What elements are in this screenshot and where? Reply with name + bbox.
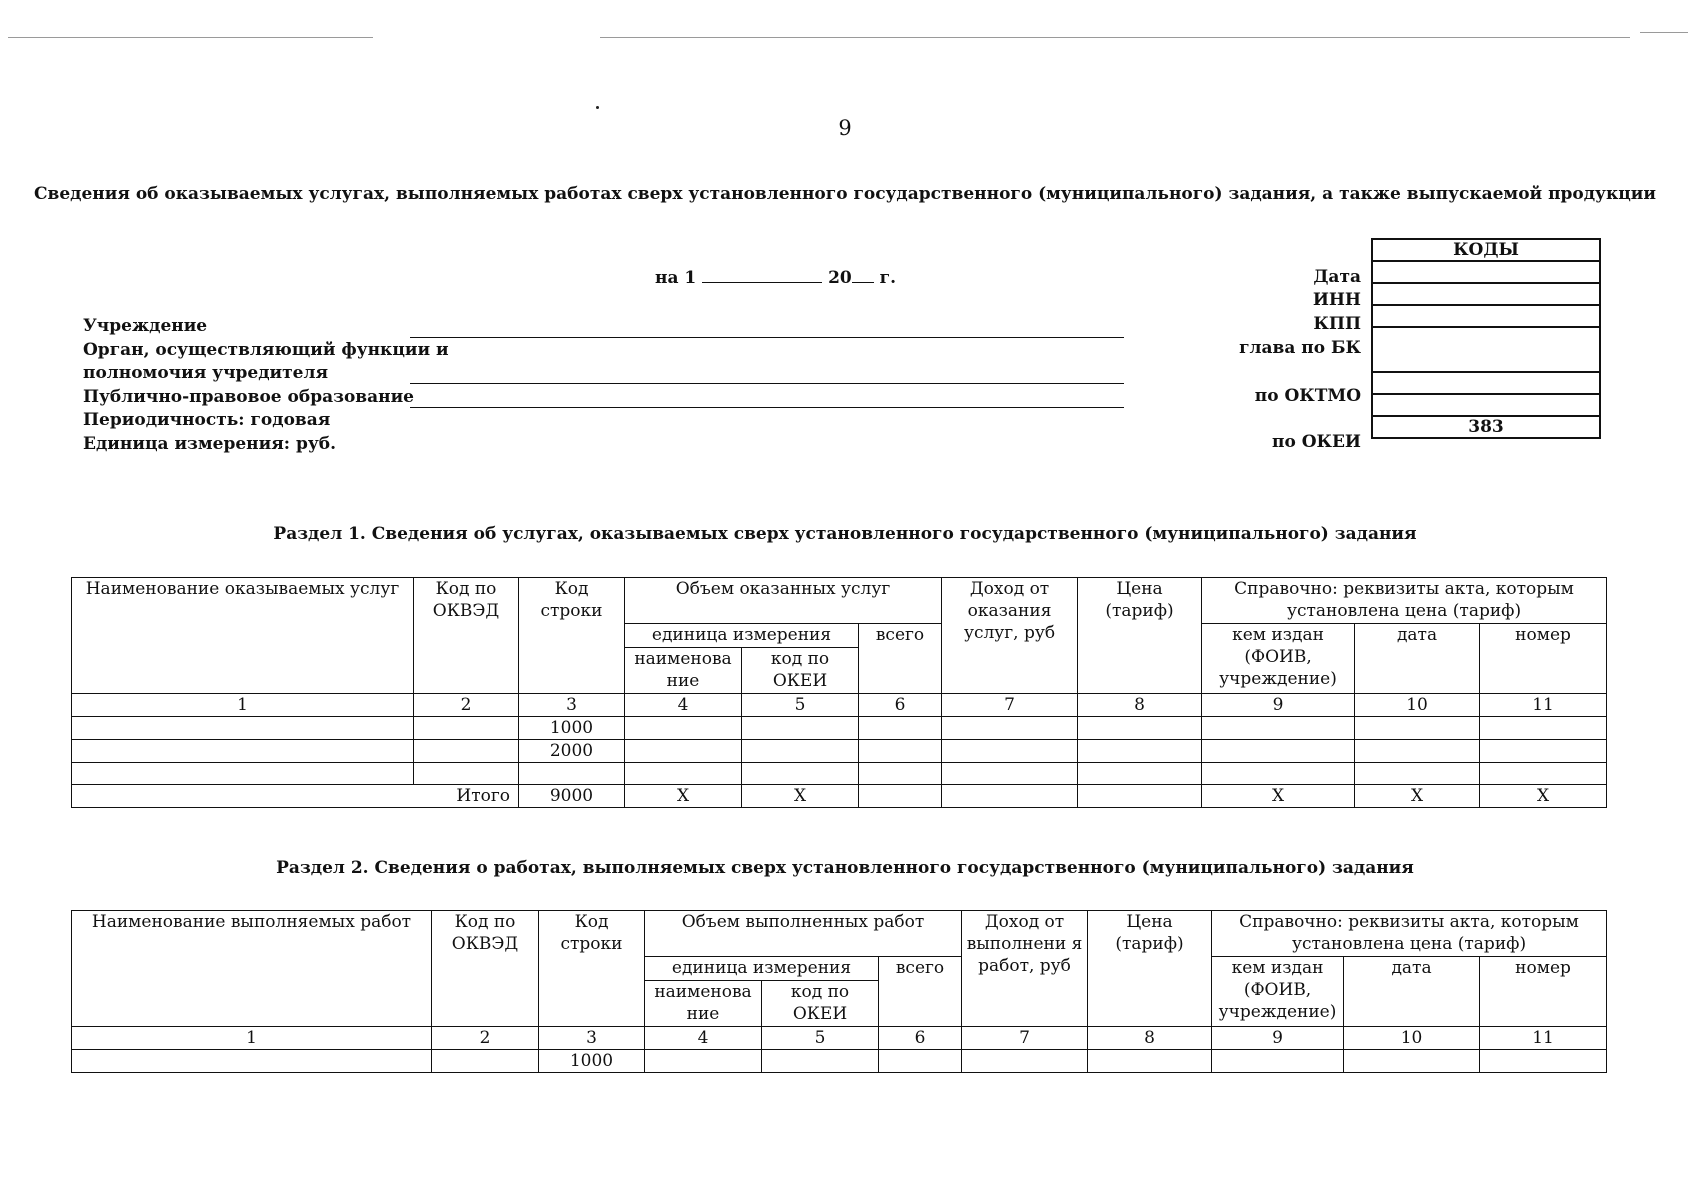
cell-input[interactable] [72, 740, 414, 763]
col-number: 7 [942, 694, 1078, 717]
cell-input[interactable] [72, 717, 414, 740]
cell-input[interactable] [1480, 740, 1607, 763]
public-entity-field[interactable] [410, 407, 1124, 408]
cell-input[interactable] [1078, 717, 1202, 740]
cell-input[interactable] [414, 763, 519, 785]
scan-line [600, 37, 1630, 38]
section2-table [71, 910, 1607, 1073]
cell-input[interactable] [859, 717, 942, 740]
table-row [72, 717, 1607, 740]
col-number: 3 [539, 1027, 645, 1050]
table-row [72, 740, 1607, 763]
table-row [72, 763, 1607, 785]
col-number: 2 [432, 1027, 539, 1050]
x-mark: Х [625, 785, 742, 808]
header-unit-code: код по ОКЕИ [762, 981, 879, 1027]
cell-input[interactable] [1202, 740, 1355, 763]
header-issuer: кем издан (ФОИВ, учреждение) [1212, 957, 1344, 1027]
col-number: 1 [72, 1027, 432, 1050]
col-number: 8 [1088, 1027, 1212, 1050]
codes-inn-label: ИНН [1312, 290, 1361, 310]
header-service-name: Наименование оказываемых услуг [72, 578, 414, 694]
header-okved: Код по ОКВЭД [414, 578, 519, 694]
codes-kpp-label: КПП [1313, 314, 1361, 334]
header-volume: Объем оказанных услуг [625, 578, 942, 624]
report-date-line [655, 268, 896, 288]
cell-input[interactable] [879, 1050, 962, 1073]
cell-input[interactable] [859, 763, 942, 785]
cell-input[interactable] [625, 740, 742, 763]
header-unit: единица измерения [625, 624, 859, 648]
header-reference: Справочно: реквизиты акта, которым установлена цена (тариф) [1212, 911, 1607, 957]
cell-input[interactable] [1078, 740, 1202, 763]
header-total: всего [859, 624, 942, 694]
total-row-code: 9000 [519, 785, 625, 808]
date-year-prefix: 20 [828, 268, 852, 288]
col-number: 9 [1202, 694, 1355, 717]
cell-input[interactable] [742, 717, 859, 740]
cell-input[interactable] [72, 1050, 432, 1073]
codes-bk-cell[interactable] [1372, 327, 1600, 372]
codes-blank-cell[interactable] [1372, 394, 1600, 416]
col-number: 11 [1480, 694, 1607, 717]
cell-input[interactable] [942, 740, 1078, 763]
row-code [519, 763, 625, 785]
periodicity-label: Периодичность: годовая [83, 410, 331, 430]
col-number: 1 [72, 694, 414, 717]
page-title: Сведения об оказываемых услугах, выполняемых работах сверх установленного государственного (муниципального) задания, а также выпускаемой продукции [34, 184, 1656, 204]
header-unit-name: наименова ние [625, 648, 742, 694]
codes-okei-label: по ОКЕИ [1272, 432, 1361, 452]
cell-input[interactable] [432, 1050, 539, 1073]
public-entity-label: Публично-правовое образование [83, 387, 414, 407]
cell-input[interactable] [1355, 717, 1480, 740]
cell-input[interactable] [942, 763, 1078, 785]
cell-input[interactable] [942, 717, 1078, 740]
founder-label-line2: полномочия учредителя [83, 363, 329, 383]
codes-bk-label: глава по БК [1239, 338, 1361, 358]
header-price: Цена (тариф) [1088, 911, 1212, 1027]
scan-line [8, 37, 373, 38]
cell-input[interactable] [1202, 763, 1355, 785]
date-prefix: на 1 [655, 268, 697, 288]
cell-input[interactable] [1202, 717, 1355, 740]
col-number: 7 [962, 1027, 1088, 1050]
cell-input[interactable] [859, 740, 942, 763]
row-code: 1000 [539, 1050, 645, 1073]
cell-input[interactable] [762, 1050, 879, 1073]
col-number: 5 [762, 1027, 879, 1050]
section1-table [71, 577, 1607, 808]
col-number: 3 [519, 694, 625, 717]
col-number: 11 [1480, 1027, 1607, 1050]
codes-kpp-cell[interactable] [1372, 305, 1600, 327]
cell-input[interactable] [1078, 763, 1202, 785]
header-unit-name: наименова ние [645, 981, 762, 1027]
unit-label: Единица измерения: руб. [83, 434, 337, 454]
col-number: 6 [879, 1027, 962, 1050]
col-number: 2 [414, 694, 519, 717]
section1-title: Раздел 1. Сведения об услугах, оказываемых сверх установленного государственного (муниципального) задания [273, 524, 1417, 544]
total-label: Итого [72, 785, 519, 808]
header-act-number: номер [1480, 624, 1607, 694]
header-price: Цена (тариф) [1078, 578, 1202, 694]
cell-input[interactable] [742, 763, 859, 785]
col-number: 8 [1078, 694, 1202, 717]
header-act-date: дата [1355, 624, 1480, 694]
header-income: Доход от оказания услуг, руб [942, 578, 1078, 694]
date-day-month-field[interactable] [702, 268, 822, 283]
x-mark: Х [1480, 785, 1607, 808]
table-row [72, 1050, 1607, 1073]
header-okved: Код по ОКВЭД [432, 911, 539, 1027]
header-row-code: Код строки [539, 911, 645, 1027]
header-act-date: дата [1344, 957, 1480, 1027]
header-work-name: Наименование выполняемых работ [72, 911, 432, 1027]
institution-field[interactable] [410, 337, 1124, 338]
header-row-code: Код строки [519, 578, 625, 694]
cell-input[interactable] [72, 763, 414, 785]
cell-input[interactable] [625, 763, 742, 785]
cell-input[interactable] [1088, 1050, 1212, 1073]
x-mark: Х [742, 785, 859, 808]
cell-input[interactable] [859, 785, 942, 808]
header-unit: единица измерения [645, 957, 879, 981]
section2-title: Раздел 2. Сведения о работах, выполняемых сверх установленного государственного (муниципального) задания [276, 858, 1414, 878]
cell-input[interactable] [1480, 717, 1607, 740]
col-number: 6 [859, 694, 942, 717]
col-number: 4 [625, 694, 742, 717]
total-row [72, 785, 1607, 808]
header-issuer: кем издан (ФОИВ, учреждение) [1202, 624, 1355, 694]
cell-input[interactable] [414, 740, 519, 763]
cell-input[interactable] [1078, 785, 1202, 808]
cell-input[interactable] [414, 717, 519, 740]
codes-okei-cell: 383 [1372, 416, 1600, 438]
cell-input[interactable] [1480, 1050, 1607, 1073]
cell-input[interactable] [1344, 1050, 1480, 1073]
col-number: 5 [742, 694, 859, 717]
codes-header: КОДЫ [1372, 239, 1600, 261]
cell-input[interactable] [625, 717, 742, 740]
x-mark: Х [1202, 785, 1355, 808]
scan-dot [596, 106, 599, 109]
col-number: 4 [645, 1027, 762, 1050]
codes-oktmo-cell[interactable] [1372, 372, 1600, 394]
scan-line [1640, 32, 1688, 33]
codes-date-cell[interactable] [1372, 261, 1600, 283]
header-income: Доход от выполнени я работ, руб [962, 911, 1088, 1027]
date-year-field[interactable] [852, 268, 874, 283]
header-total: всего [879, 957, 962, 1027]
institution-label: Учреждение [83, 316, 208, 336]
x-mark: Х [1355, 785, 1480, 808]
col-number: 10 [1355, 694, 1480, 717]
codes-date-label: Дата [1313, 267, 1361, 287]
cell-input[interactable] [942, 785, 1078, 808]
codes-table [1371, 238, 1601, 439]
founder-field[interactable] [410, 383, 1124, 384]
cell-input[interactable] [1355, 740, 1480, 763]
page-number: 9 [838, 116, 852, 140]
col-number: 10 [1344, 1027, 1480, 1050]
header-unit-code: код по ОКЕИ [742, 648, 859, 694]
col-number: 9 [1212, 1027, 1344, 1050]
cell-input[interactable] [645, 1050, 762, 1073]
row-code: 1000 [519, 717, 625, 740]
cell-input[interactable] [1212, 1050, 1344, 1073]
founder-label-line1: Орган, осуществляющий функции и [83, 340, 449, 360]
header-act-number: номер [1480, 957, 1607, 1027]
codes-inn-cell[interactable] [1372, 283, 1600, 305]
header-reference: Справочно: реквизиты акта, которым установлена цена (тариф) [1202, 578, 1607, 624]
cell-input[interactable] [962, 1050, 1088, 1073]
cell-input[interactable] [742, 740, 859, 763]
codes-oktmo-label: по ОКТМО [1254, 386, 1361, 406]
cell-input[interactable] [1355, 763, 1480, 785]
row-code: 2000 [519, 740, 625, 763]
header-volume: Объем выполненных работ [645, 911, 962, 957]
cell-input[interactable] [1480, 763, 1607, 785]
date-suffix: г. [879, 268, 896, 288]
